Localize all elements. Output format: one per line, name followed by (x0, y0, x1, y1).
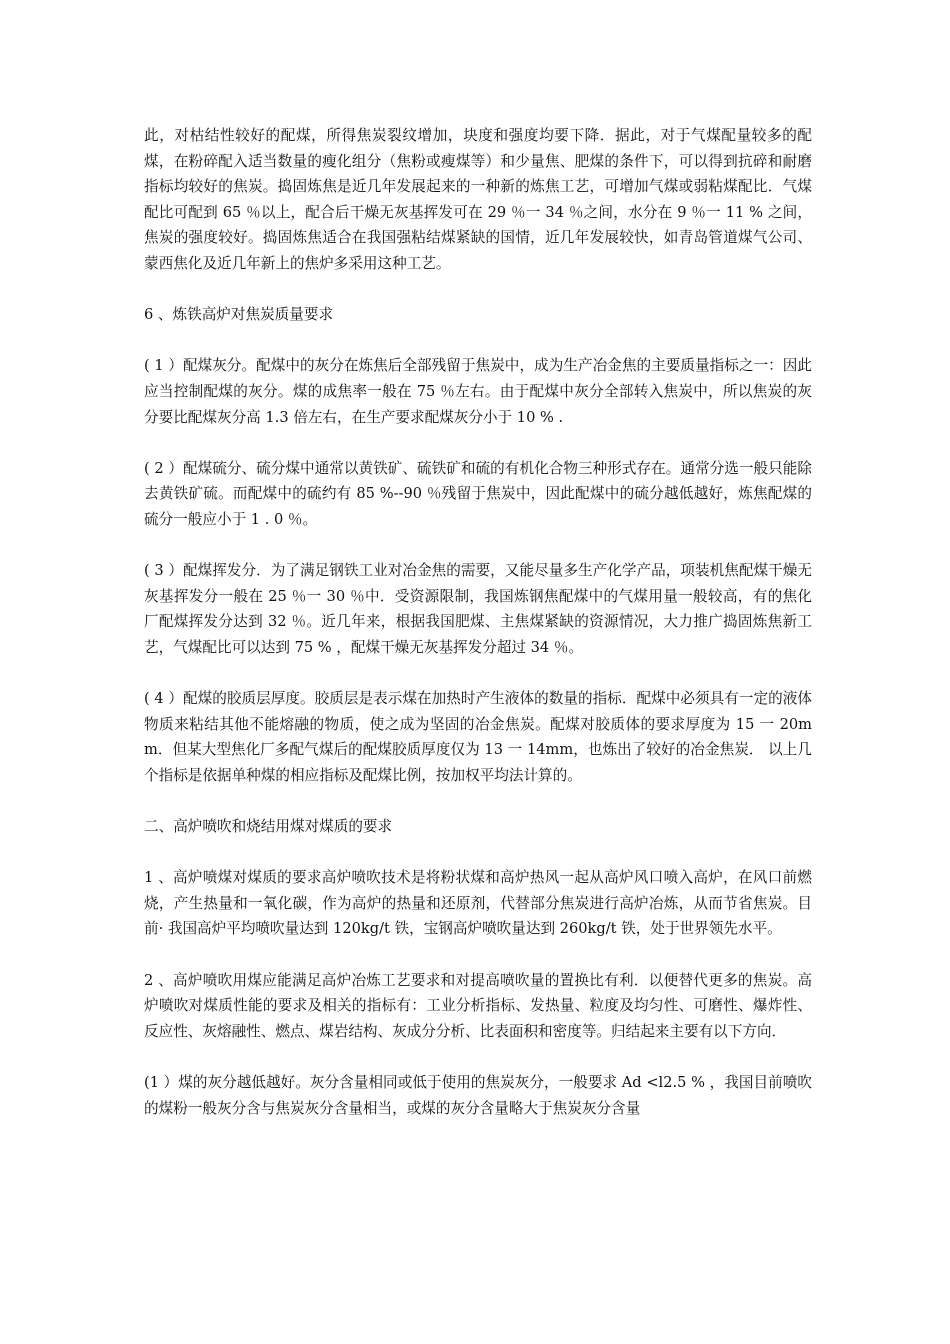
paragraph-blend-ash: ( 1 ）配煤灰分。配煤中的灰分在炼焦后全部残留于焦炭中，成为生产冶金焦的主要质量指标之一：因此应当控制配煤的灰分。煤的成焦率一般在 75 ％左右。由于配煤中灰分全部转入焦炭中，所以焦炭的灰分要比配煤灰分高 1.3 倍左右，在生产要求配煤灰分小于 10 % . (144, 357, 812, 426)
paragraph-blend-sulfur: ( 2 ）配煤硫分、硫分煤中通常以黄铁矿、硫铁矿和硫的有机化合物三种形式存在。通常分选一般只能除去黄铁矿硫。而配煤中的硫约有 85 %--90 ％残留于焦炭中，因此配煤中的硫分越低越好，炼焦配煤的硫分一般应小于 1 . 0 ％。 (144, 459, 812, 528)
paragraph-coal-blending-intro: 此，对枯结性较好的配煤，所得焦炭裂纹增加，块度和强度均要下降．据此，对于气煤配量较多的配煤，在粉碎配入适当数量的瘦化组分（焦粉或瘦煤等）和少量焦、肥煤的条件下，可以得到抗碎和耐磨指标均较好的焦炭。捣固炼焦是近几年发展起来的一种新的炼焦工艺，可增加气煤或弱粘煤配比．气煤配比可配到 65 ％以上，配合后干燥无灰基挥发可在 29 ％一 34 ％之间，水分在 9 ％一 11 % 之间，焦炭的强度较好。捣固炼焦适合在我国强粘结煤紧缺的国情，近几年发展较快，如青岛管道煤气公司、蒙西焦化及近几年新上的焦炉多采用这种工艺。 (144, 127, 812, 272)
paragraph-blend-volatile: ( 3 ）配煤挥发分．为了满足钢铁工业对冶金焦的需要，又能尽量多生产化学产品，项装机焦配煤干燥无灰基挥发分一般在 25 ％一 30 ％中．受资源限制，我国炼钢焦配煤中的气煤用量一般较高，有的焦化厂配煤挥发分达到 32 ％。近几年来，根据我国肥煤、主焦煤紧缺的资源情况，大力推广捣固炼焦新工艺，气煤配比可以达到 75 % ，配煤干燥无灰基挥发分超过 34 ％。 (144, 562, 812, 656)
paragraph-blend-plastic-layer: ( 4 ）配煤的胶质层厚度。胶质层是表示煤在加热时产生液体的数量的指标．配煤中必须具有一定的液体物质来粘结其他不能熔融的物质，使之成为坚固的冶金焦炭。配煤对胶质体的要求厚度为 15 一 20mm．但某大型焦化厂多配气煤后的配煤胶质厚度仅为 13 一 14mm，也炼出了较好的冶金焦炭． 以上几个指标是依据单种煤的相应指标及配煤比例，按加权平均法计算的。 (144, 690, 812, 784)
paragraph-coal-ash-low: (1 ）煤的灰分越低越好。灰分含量相同或低于使用的焦炭灰分，一般要求 Ad <l2.5 % ，我国目前喷吹的煤粉一般灰分含与焦炭灰分含量相当，或煤的灰分含量略大于焦炭灰分含量 (144, 1073, 812, 1117)
section-heading-blast-furnace-coke: 6 、炼铁高炉对焦炭质量要求 (144, 306, 334, 324)
section-heading-injection-sinter: 二、高炉喷吹和烧结用煤对煤质的要求 (144, 818, 393, 836)
document-body (144, 123, 812, 1147)
paragraph-injection-requirements: 1 、高炉喷煤对煤质的要求高炉喷吹技术是将粉状煤和高炉热风一起从高炉风口喷入高炉，在风口前燃烧，产生热量和一氧化碳，作为高炉的热量和还原剂，代替部分焦炭进行高炉冶炼，从而节省焦炭。目前· 我国高炉平均喷吹量达到 120kg/t 铁，宝钢高炉喷吹量达到 260kg/t 铁，处于世界领先水平。 (144, 869, 812, 938)
paragraph-injection-indicators: 2 、高炉喷吹用煤应能满足高炉冶炼工艺要求和对提高喷吹量的置换比有利．以便替代更多的焦炭。高炉喷吹对煤质性能的要求及相关的指标有：工业分析指标、发热量、粒度及均匀性、可磨性、爆炸性、反应性、灰熔融性、燃点、煤岩结构、灰成分分析、比表面积和密度等。归结起来主要有以下方向． (144, 971, 812, 1040)
